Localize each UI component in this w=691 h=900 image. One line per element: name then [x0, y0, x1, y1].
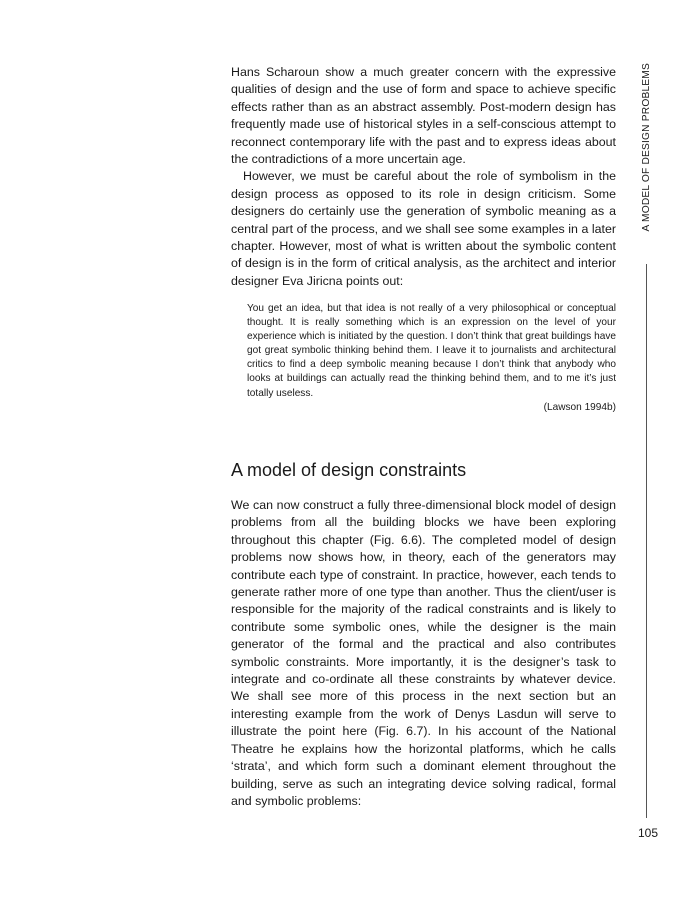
page-number: 105: [637, 826, 658, 840]
section-heading: A model of design constraints: [231, 460, 467, 480]
section-text-block: [231, 497, 616, 810]
margin-rule: [646, 264, 647, 818]
block-quote: [247, 302, 616, 415]
running-head: A MODEL OF DESIGN PROBLEMS: [641, 63, 652, 232]
intro-paragraph-2: However, we must be careful about the role of symbolism in the design process as opposed to its role in design criticism. Some designers do certainly use the generation of symbolic meaning as a central part of the process, and we shall see some examples in a later chapter. However, most of what is written about the symbolic content of design is in the form of critical analysis, as the architect and interior designer Eva Jiricna points out:: [231, 169, 616, 288]
intro-paragraph-1: Hans Scharoun show a much greater concern with the expressive qualities of design and the use of form and space to achieve specific effects rather than as an abstract assembly. Post-modern design has frequently made use of historical styles in a self-conscious attempt to reconnect contemporary life with the past and to express ideas about the contradictions of a more uncertain age.: [231, 65, 616, 167]
intro-text-block: [231, 64, 616, 290]
quote-citation: (Lawson 1994b): [543, 401, 616, 413]
quote-text: You get an idea, but that idea is not really of a very philosophical or conceptual thought. It is really something which is an expression on the level of your experience which is initiated by the question. I don’t think that great buildings have got great symbolic thinking behind them. I leave it to journalists and architectural critics to find a deep symbolic meaning because I don’t think that anybody who looks at buildings can actually read the thinking behind them, and to me it’s just totally useless.: [247, 303, 616, 399]
section-paragraph-1: We can now construct a fully three-dimensional block model of design problems from all the building blocks we have been exploring throughout this chapter (Fig. 6.6). The completed model of design problems now shows how, in theory, each of the generators may contribute each type of constraint. In practice, however, each tends to generate rather more of one type than another. Thus the client/user is responsible for the majority of the radical constraints and is likely to contribute some symbolic ones, while the designer is the main generator of the formal and the practical and also contributes symbolic constraints. More importantly, it is the designer’s task to integrate and co-ordinate all these constraints by whatever device. We shall see more of this process in the next section but an interesting example from the work of Denys Lasdun will serve to illustrate the point here (Fig. 6.7). In his account of the National Theatre he explains how the horizontal platforms, which he calls ‘strata’, and which form such a dominant element throughout the building, serve as such an integrating device solving radical, formal and symbolic problems:: [231, 498, 616, 808]
